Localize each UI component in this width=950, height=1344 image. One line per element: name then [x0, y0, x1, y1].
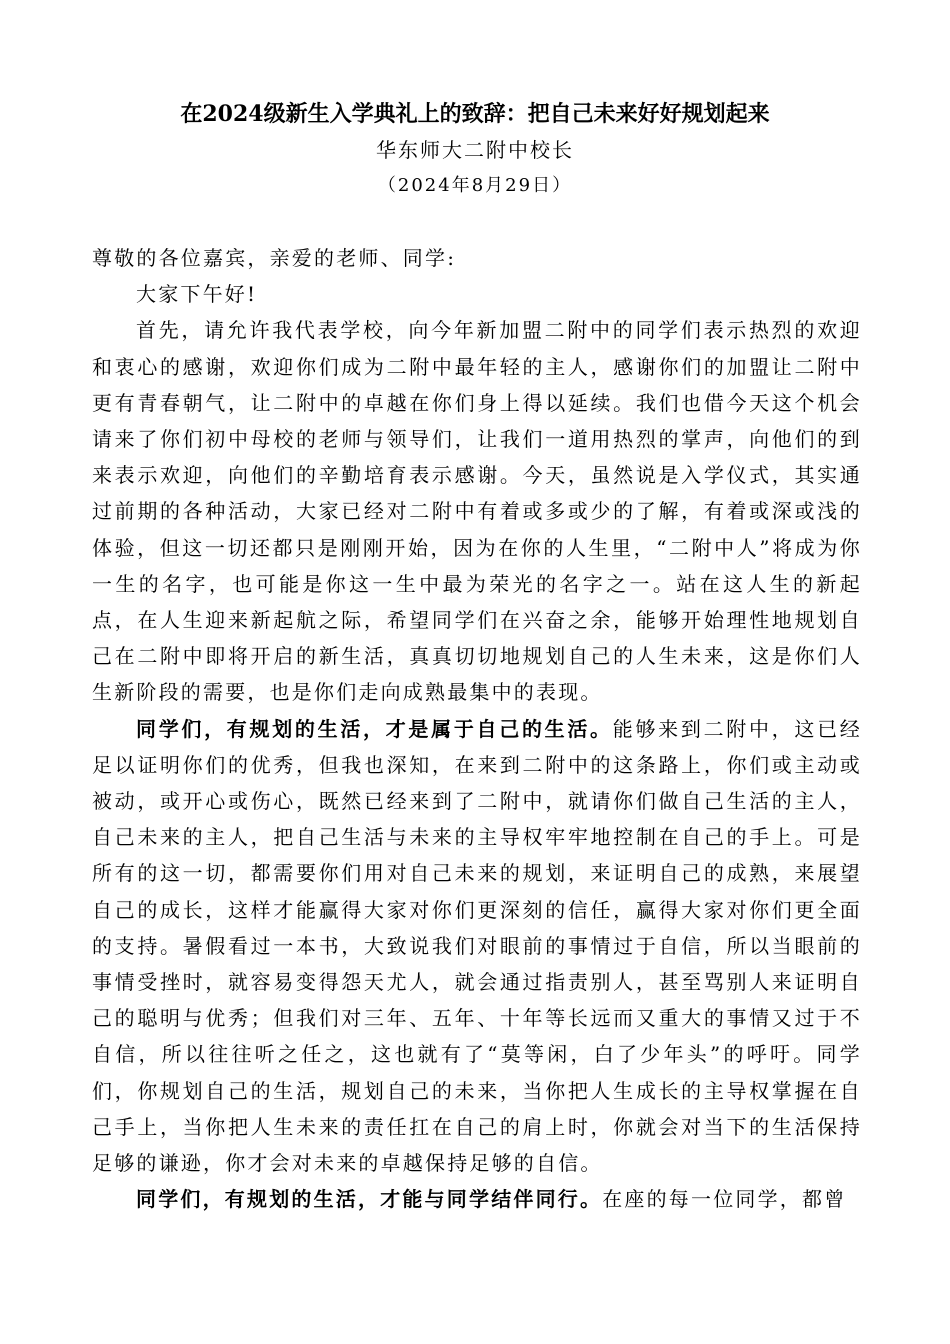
paragraph-1: 首先，请允许我代表学校，向今年新加盟二附中的同学们表示热烈的欢迎和衷心的感谢，欢迎你们成为二附中最年轻的主人，感谢你们的加盟让二附中更有青春朝气，让二附中的卓越在你们身上得以延续。我们也借今天这个机会请来了你们初中母校的老师与领导们，让我们一道用热烈的掌声，向他们的到来表示欢迎，向他们的辛勤培育表示感谢。今天，虽然说是入学仪式，其实通过前期的各种活动，大家已经对二附中有着或多或少的了解，有着或深或浅的体验，但这一切还都只是刚刚开始，因为在你的人生里，“二附中人”将成为你一生的名字，也可能是你这一生中最为荣光的名字之一。站在这人生的新起点，在人生迎来新起航之际，希望同学们在兴奋之余，能够开始理性地规划自己在二附中即将开启的新生活，真真切切地规划自己的人生未来，这是你们人生新阶段的需要，也是你们走向成熟最集中的表现。: [92, 318, 862, 705]
salutation: 尊敬的各位嘉宾，亲爱的老师、同学:: [92, 246, 457, 270]
document-author: 华东师大二附中校长: [376, 138, 574, 162]
paragraph-2-text: 能够来到二附中，这已经足以证明你们的优秀，但我也深知，在来到二附中的这条路上，你们或主动或被动，或开心或伤心，既然已经来到了二附中，就请你们做自己生活的主人，自己未来的主人，把自己生活与未来的主导权牢牢地控制在自己的手上。可是所有的这一切，都需要你们用对自己未来的规划，来证明自己的成熟，来展望自己的成长，这样才能赢得大家对你们更深刻的信任，赢得大家对你们更全面的支持。暑假看过一本书，大致说我们对眼前的事情过于自信，所以当眼前的事情受挫时，就容易变得怨天尤人，就会通过指责别人，甚至骂别人来证明自己的聪明与优秀；但我们对三年、五年、十年等长远而又重大的事情又过于不自信，所以往往听之任之，这也就有了“莫等闲，白了少年头”的呼吁。同学们，你规划自己的生活，规划自己的未来，当你把人生成长的主导权掌握在自己手上，当你把人生未来的责任扛在自己的肩上时，你就会对当下的生活保持足够的谦逊，你才会对未来的卓越保持足够的自信。: [92, 716, 862, 1176]
document-date: （2024年8月29日）: [377, 175, 573, 196]
paragraph-3-text: 在座的每一位同学，都曾: [602, 1187, 847, 1212]
paragraph-3: [92, 1181, 862, 1217]
greeting: 大家下午好!: [136, 282, 258, 307]
document-body: [92, 240, 862, 1217]
document-title: 在2024级新生入学典礼上的致辞：把自己未来好好规划起来: [180, 101, 770, 127]
paragraph-2: [92, 711, 862, 1182]
paragraph-2-lead: 同学们，有规划的生活，才是属于自己的生活。: [136, 716, 613, 741]
paragraph-3-lead: 同学们，有规划的生活，才能与同学结伴同行。: [136, 1187, 603, 1212]
